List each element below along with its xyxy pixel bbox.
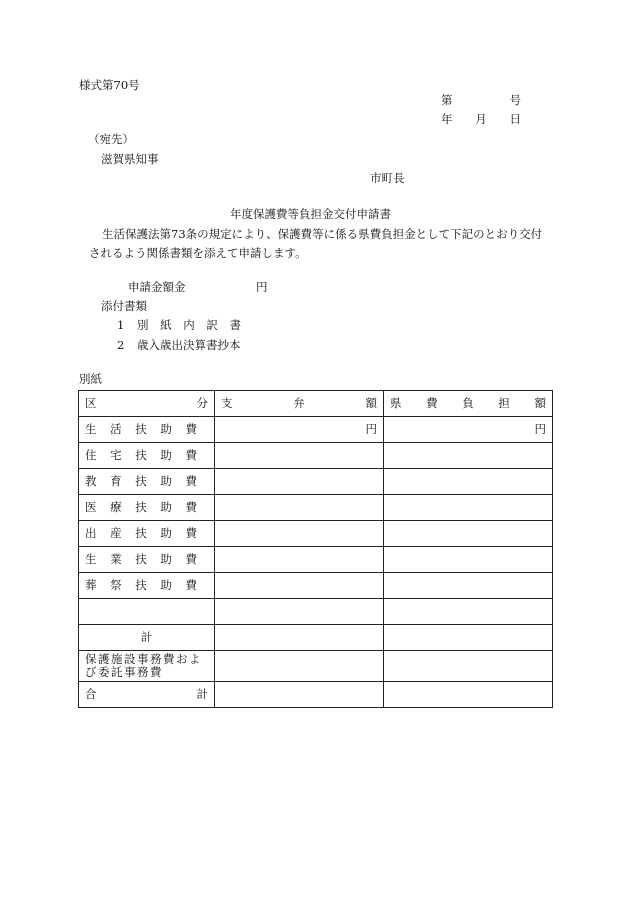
total-row — [79, 682, 553, 708]
date-day: 日 — [509, 112, 521, 126]
row-label: 出 産 扶 助 費 — [79, 521, 215, 547]
header-prefecture-share: 県 費 負 担 額 — [384, 391, 553, 417]
table-row — [79, 547, 553, 573]
table-row — [79, 573, 553, 599]
facility-expenditure-cell — [215, 651, 384, 682]
row-expenditure-cell — [215, 469, 384, 495]
attachment-item-2-text: 歳入歳出決算書抄本 — [137, 338, 241, 352]
expense-breakdown-table — [78, 390, 553, 708]
row-label: 医 療 扶 助 費 — [79, 495, 215, 521]
row-label: 教 育 扶 助 費 — [79, 469, 215, 495]
attachment-section-label: 別紙 — [79, 372, 102, 386]
date-line — [441, 114, 521, 126]
addressee-label: （宛先） — [88, 132, 134, 146]
table-row — [79, 417, 553, 443]
sender-name: 市町長 — [370, 171, 405, 185]
subtotal-label: 計 — [79, 625, 215, 651]
table-header-row — [79, 391, 553, 417]
document-number-line — [441, 95, 521, 107]
facility-prefecture-cell — [384, 651, 553, 682]
total-prefecture-cell — [384, 682, 553, 708]
row-prefecture-cell — [384, 417, 553, 443]
facility-label: 保護施設事務費および委託事務費 — [79, 651, 215, 682]
row-prefecture-cell — [384, 469, 553, 495]
row-prefecture-cell — [384, 495, 553, 521]
subtotal-row — [79, 625, 553, 651]
body-text-line-1: 生活保護法第73条の規定により、保護費等に係る県費負担金として下記のとおり交付 — [102, 227, 543, 241]
body-text-line-2: されるよう関係書類を添えて申請します。 — [89, 246, 307, 260]
row-expenditure-cell — [215, 573, 384, 599]
attachment-item-1-text: 別 紙 内 訳 書 — [137, 318, 241, 332]
table-row — [79, 443, 553, 469]
date-year: 年 — [441, 112, 453, 126]
document-title: 年度保護費等負担金交付申請書 — [230, 207, 391, 221]
row-label: 生 業 扶 助 費 — [79, 547, 215, 573]
attachment-item-1-number: 1 — [117, 318, 125, 332]
form-number: 様式第70号 — [79, 78, 140, 92]
subtotal-prefecture-cell — [384, 625, 553, 651]
header-category: 区 分 — [79, 391, 215, 417]
total-label: 合 計 — [79, 682, 215, 708]
table-row — [79, 495, 553, 521]
number-suffix: 号 — [509, 93, 521, 107]
addressee-name: 滋賀県知事 — [101, 152, 159, 166]
row-expenditure-cell — [215, 599, 384, 625]
row-prefecture-cell — [384, 573, 553, 599]
row-label — [79, 599, 215, 625]
amount-label: 申請金額金 — [128, 280, 186, 294]
row-expenditure-cell — [215, 495, 384, 521]
row-prefecture-cell — [384, 599, 553, 625]
attachments-label: 添付書類 — [101, 299, 147, 313]
number-prefix: 第 — [441, 93, 453, 107]
row-label: 葬 祭 扶 助 費 — [79, 573, 215, 599]
header-expenditure: 支 弁 額 — [215, 391, 384, 417]
table-row — [79, 521, 553, 547]
facility-row — [79, 651, 553, 682]
prefecture-currency-unit: 円 — [534, 421, 546, 436]
total-expenditure-cell — [215, 682, 384, 708]
row-expenditure-cell — [215, 521, 384, 547]
subtotal-expenditure-cell — [215, 625, 384, 651]
row-label: 住 宅 扶 助 費 — [79, 443, 215, 469]
amount-unit: 円 — [256, 280, 268, 294]
row-expenditure-cell — [215, 417, 384, 443]
row-prefecture-cell — [384, 443, 553, 469]
row-prefecture-cell — [384, 547, 553, 573]
row-expenditure-cell — [215, 443, 384, 469]
table-row — [79, 599, 553, 625]
attachment-item-2-number: 2 — [117, 338, 125, 352]
row-label: 生 活 扶 助 費 — [79, 417, 215, 443]
row-expenditure-cell — [215, 547, 384, 573]
table-row — [79, 469, 553, 495]
date-month: 月 — [475, 112, 487, 126]
row-prefecture-cell — [384, 521, 553, 547]
expenditure-currency-unit: 円 — [365, 421, 377, 436]
